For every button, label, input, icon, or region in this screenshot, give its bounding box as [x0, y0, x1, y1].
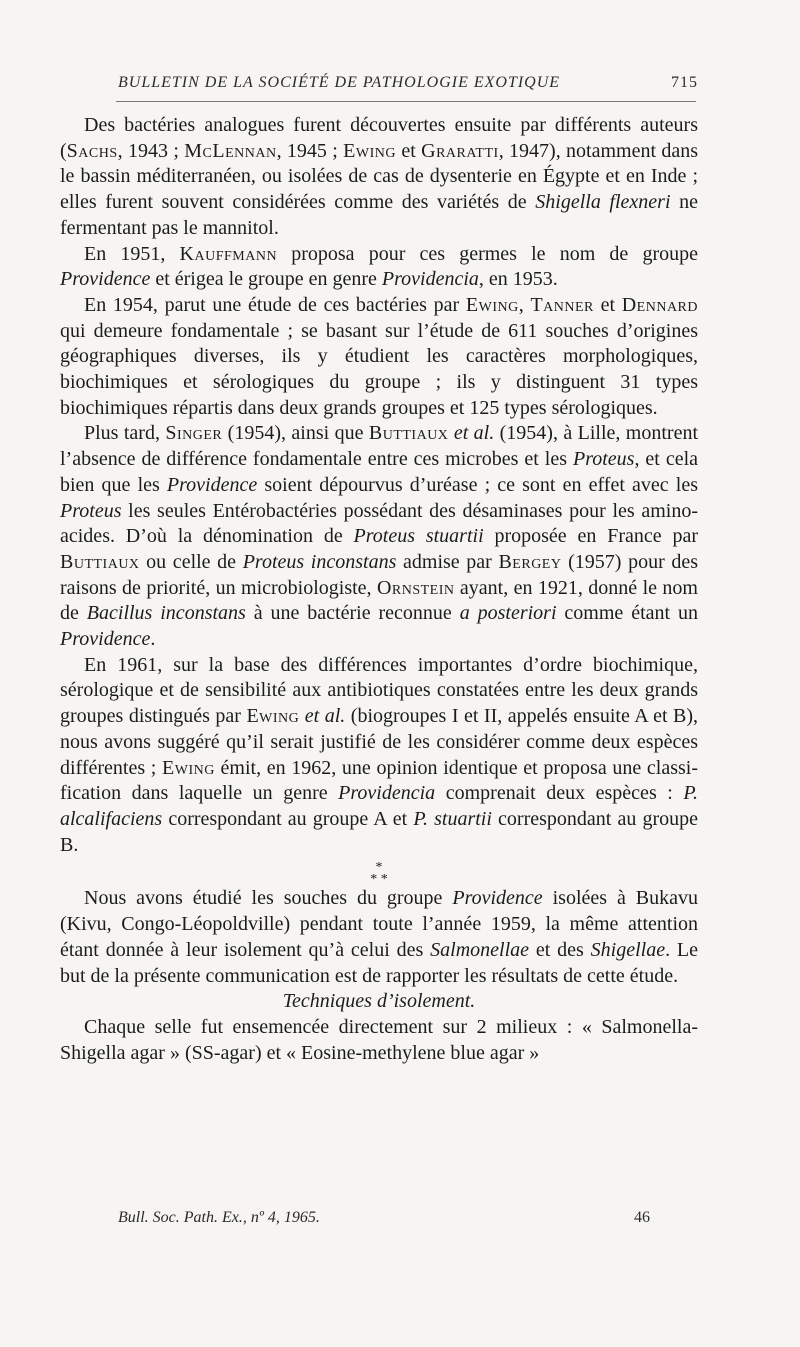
article-body: [60, 113, 698, 1066]
page-number: 715: [671, 74, 698, 91]
paragraph-proteus: Plus tard, Singer (1954), ainsi que Buttiaux et al. (1954), à Lille, montrent l’absence de différence fondamentale entre ces microbes et les Proteus, et cela bien que les Providence soient dépourvus d’uréase ; ce sont en effet avec les Proteus les seules Entérobactéries possédant des désaminases pour les amino-acides. D’où la dénomination de Proteus stuartii proposée en France par Buttiaux ou celle de Proteus inconstans admise par Bergey (1957) pour des raisons de priorité, un microbiologiste, Ornstein ayant, en 1921, donné le nom de Bacillus inconstans à une bactérie reconnue a posteriori comme étant un Providence.: [60, 422, 699, 651]
journal-title: BULLETIN DE LA SOCIÉTÉ DE PATHOLOGIE EXOTIQUE: [118, 74, 561, 91]
asterism-separator: [60, 862, 698, 886]
header-rule: [116, 101, 696, 102]
paragraph-classification: En 1961, sur la base des différences importantes d’ordre biochimique, sérologique et de sensibilité aux antibiotiques constatées entre les deux grands groupes distingués par Ewing et al. (biogroupes I et II, appelés ensuite A et B), nous avons suggéré qu’il serait justifié de les considérer comme deux espèces différentes ; Ewing émit, en 1962, une opinion identique et proposa une classification dans laquelle un genre Providencia comprenait deux espèces : P. alcalifaciens correspondant au groupe A et P. stuartii correspondant au groupe B.: [60, 653, 699, 856]
paragraph-kauffmann: En 1951, Kauffmann proposa pour ces germes le nom de groupe Providence et érigea le groupe en genre Providencia, en 1953.: [60, 242, 699, 291]
section-heading: Techniques d’isolement.: [282, 990, 476, 1013]
paragraph-study-aim: Nous avons étudié les souches du groupe Providence isolées à Bukavu (Kivu, Congo-Léopoldville) pendant toute l’année 1959, la même attention étant donnée à leur isolement qu’à celui des Salmonellae et des Shigellae. Le but de la présente communication est de rapporter les résultats de cette étude.: [60, 887, 699, 987]
footer-citation: Bull. Soc. Path. Ex., nº 4, 1965.: [118, 1209, 320, 1226]
sheet-number: 46: [634, 1209, 650, 1226]
paragraph-ewing-study: En 1954, parut une étude de ces bactéries par Ewing, Tanner et Dennard qui demeure fondamentale ; se basant sur l’étude de 611 souches d’origines géographiques diverses, ils y étudient les caractères morphologiques, biochimiques et sérologiques du groupe ; ils y distinguent 31 types biochimiques répartis dans deux grands groupes et 125 types sérologiques.: [60, 293, 699, 419]
asterism-bottom: * *: [370, 872, 388, 888]
paragraph-history: Des bactéries analogues furent découvertes ensuite par différents auteurs (Sachs, 1943 ; McLennan, 1945 ; Ewing et Graratti, 1947), notamment dans le bassin méditerranéen, ou isolées de cas de dysenterie en Égypte et en Inde ; elles furent souvent considérées comme des variétés de Shigella flexneri ne fermentant pas le mannitol.: [60, 114, 699, 239]
paragraph-techniques: Chaque selle fut ensemencée directement sur 2 milieux : « Salmonella-Shigella agar » (SS-agar) et « Eosine-methylene blue agar »: [60, 1015, 698, 1064]
asterism-top: *: [375, 860, 383, 876]
